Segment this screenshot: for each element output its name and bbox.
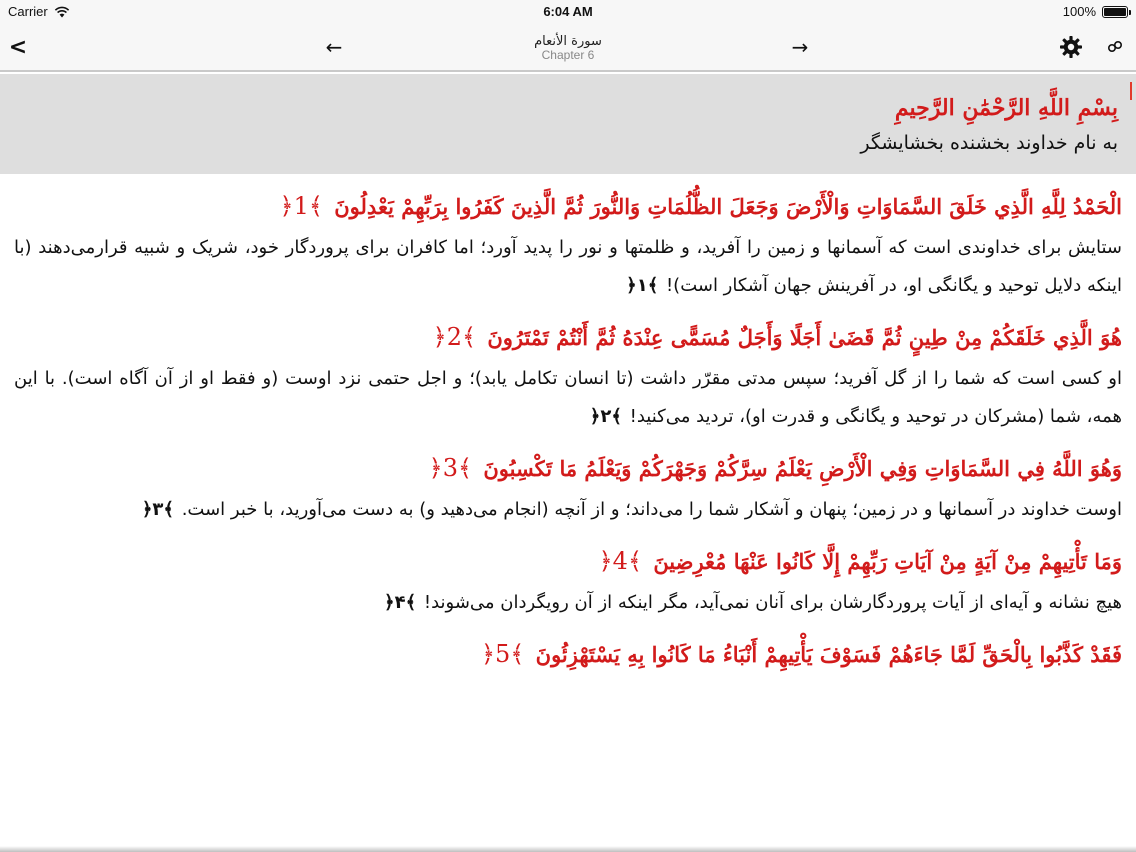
verse-number: ﴾5﴿ (480, 640, 525, 668)
verse-arabic-text: الْحَمْدُ لِلَّهِ الَّذِي خَلَقَ السَّمَاوَاتِ وَالْأَرْضَ وَجَعَلَ الظُّلُمَاتِ وَالنُّورَ ثُمَّ الَّذِينَ كَفَرُوا بِرَبِّهِمْ يَعْدِلُونَ (334, 194, 1122, 219)
status-bar (0, 0, 1136, 24)
chapter-subtitle: Chapter 6 (541, 48, 595, 63)
battery-indicator (1063, 4, 1128, 19)
verse-translation (14, 229, 1122, 305)
chapter-title-arabic: سورة الأنعام (534, 34, 602, 49)
bottom-shadow (0, 846, 1136, 852)
verse-translation (14, 491, 1122, 529)
basmala-arabic: بِسْمِ اللَّهِ الرَّحْمَٰنِ الرَّحِيمِ (894, 95, 1118, 121)
verse-translation-text: هیچ نشانه و آیه‌ای از آیات پروردگارشان برای آنان نمی‌آید، مگر اینکه از آن رویگردان می‌شوند! (423, 592, 1122, 613)
link-icon (1106, 38, 1124, 56)
settings-button[interactable] (1056, 24, 1086, 70)
verse-item[interactable] (14, 446, 1122, 529)
verse-arabic (14, 446, 1122, 491)
verse-arabic-text: هُوَ الَّذِي خَلَقَكُمْ مِنْ طِينٍ ثُمَّ قَضَىٰ أَجَلًا وَأَجَلٌ مُسَمًّى عِنْدَهُ ثُمَّ أَنْتُمْ تَمْتَرُونَ (487, 325, 1122, 350)
battery-icon (1102, 6, 1128, 18)
back-button[interactable]: < (8, 34, 28, 60)
verse-arabic (14, 184, 1122, 229)
verse-arabic (14, 315, 1122, 360)
scroll-indicator (1130, 82, 1132, 100)
next-chapter-button[interactable]: → (791, 35, 809, 59)
verse-item[interactable] (14, 315, 1122, 436)
verse-item[interactable] (14, 184, 1122, 305)
battery-fill (1104, 8, 1126, 16)
previous-chapter-button[interactable]: ← (325, 35, 343, 59)
verse-list (0, 184, 1136, 677)
verse-arabic-text: وَمَا تَأْتِيهِمْ مِنْ آيَةٍ مِنْ آيَاتِ رَبِّهِمْ إِلَّا كَانُوا عَنْهَا مُعْرِضِينَ (653, 549, 1122, 574)
verse-arabic-text: وَهُوَ اللَّهُ فِي السَّمَاوَاتِ وَفِي الْأَرْضِ يَعْلَمُ سِرَّكُمْ وَجَهْرَكُمْ وَيَعْلَمُ مَا تَكْسِبُونَ (483, 456, 1122, 481)
verse-translation-text: ستایش برای خداوندی است که آسمانها و زمین را آفرید، و ظلمتها و نور را پدید آورد؛ اما کافران برای پروردگار خود، شریک و شبیه قرارمی‌دهند (با اینکه دلایل توحید و یگانگی او، در آفرینش جهان آشکار است)! (14, 237, 1122, 296)
carrier-label: Carrier (8, 4, 48, 19)
verse-arabic (14, 632, 1122, 677)
chapter-title (0, 35, 1136, 62)
gear-icon (1059, 35, 1083, 59)
verse-translation-number: ﴾۲﴿ (589, 406, 622, 427)
verse-arabic (14, 539, 1122, 584)
verse-translation (14, 584, 1122, 622)
battery-percent: 100% (1062, 4, 1096, 19)
verse-translation (14, 360, 1122, 436)
verse-translation-text: او کسی است که شما را از گل آفرید؛ سپس مدتی مقرّر داشت (تا انسان تکامل یابد)؛ و اجل حتمی نزد اوست (و فقط او از آن آگاه است). با این همه، شما (مشرکان در توحید و یگانگی و قدرت او)، تردید می‌کنید! (14, 368, 1122, 427)
navigation-bar (0, 24, 1136, 72)
verse-number: ﴾2﴿ (432, 323, 477, 351)
verse-translation-text: اوست خداوند در آسمانها و در زمین؛ پنهان و آشکار شما را می‌داند؛ و از آنچه (انجام می‌دهید و) به دست می‌آورید، با خبر است. (181, 499, 1122, 520)
verse-translation-number: ﴾۳﴿ (141, 499, 174, 520)
verse-translation-number: ﴾۱﴿ (626, 275, 659, 296)
basmala-section (0, 74, 1136, 174)
verse-translation-number: ﴾۴﴿ (384, 592, 417, 613)
share-link-button[interactable] (1100, 24, 1130, 70)
verse-item[interactable] (14, 539, 1122, 622)
verse-number: ﴾3﴿ (428, 454, 473, 482)
verse-number: ﴾4﴿ (598, 547, 642, 575)
verse-arabic-text: فَقَدْ كَذَّبُوا بِالْحَقِّ لَمَّا جَاءَهُمْ فَسَوْفَ يَأْتِيهِمْ أَنْبَاءُ مَا كَانُوا بِهِ يَسْتَهْزِئُونَ (535, 642, 1122, 667)
verse-item[interactable] (14, 632, 1122, 677)
chapter-content[interactable] (0, 74, 1136, 852)
status-time: 6:04 AM (543, 4, 593, 19)
basmala-translation: به نام خداوند بخشنده بخشایشگر (860, 132, 1118, 154)
verse-number: ﴾1﴿ (279, 192, 323, 220)
